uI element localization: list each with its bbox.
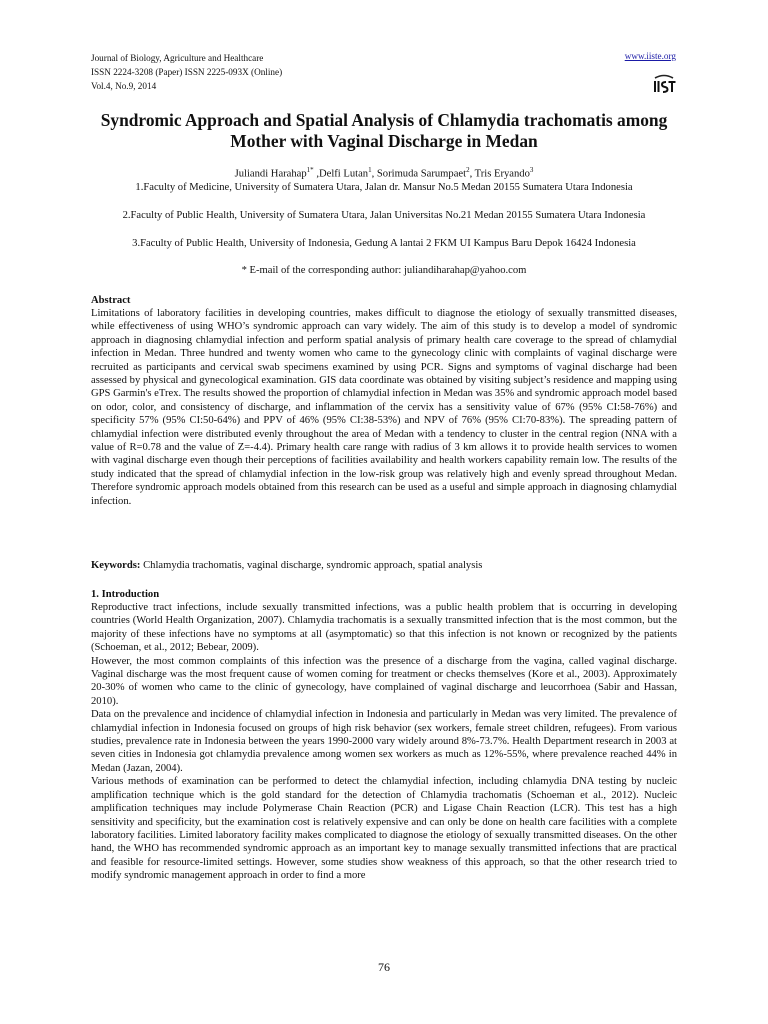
corresponding-email: * E-mail of the corresponding author: juliandiharahap@yahoo.com [241, 265, 527, 276]
page-number: 76 [378, 960, 390, 974]
volume-line: Vol.4, No.9, 2014 [91, 81, 157, 91]
paragraph: However, the most common complaints of this infection was the presence of a discharge from the vagina, called vaginal discharge. Vaginal discharge was the most frequent cause of women coming for treatment or checks themselves (Kore et al., 2003). Approximately 20-30% of women who came to the clinic of gynecology, have complained of vaginal discharge and leucorrhoea (Sabir and Hassan, 2010). [91, 655, 677, 707]
affiliation-1: 1.Faculty of Medicine, University of Sumatera Utara, Jalan dr. Mansur No.5 Medan 20155 Sumatera Utara Indonesia [135, 182, 633, 193]
author-name: , Sorimuda Sarumpaet [371, 168, 467, 180]
issn-line: ISSN 2224-3208 (Paper) ISSN 2225-093X (Online) [91, 67, 283, 77]
keywords-text: Chlamydia trachomatis, vaginal discharge, syndromic approach, spatial analysis [140, 560, 483, 571]
paragraph: Various methods of examination can be performed to detect the chlamydial infection, including chlamydia DNA testing by nucleic amplification technique which is the gold standard for the detection of Chlamydia trachomatis (Schoeman et al., 2012). Nucleic amplification techniques may include Polymerase Chain Reaction (PCR) and Ligase Chain Reaction (LCR). This test has a high sensitivity and specificity, but the examination cost is relatively expensive and can only be done on health care facilities with a complete laboratory facilities. Limited laboratory facility makes complicated to diagnose the etiology of sexually transmitted diseases. On the other hand, the WHO has recommended syndromic approach as an important key to manage sexually transmitted infections that are practical and feasible for resource-limited settings. However, some studies show weakness of this approach, so that the other research tried to modify syndromic management approach in order to find a more [91, 776, 677, 882]
author-name: Juliandi Harahap [234, 168, 307, 180]
author-marker: 1 [368, 166, 372, 174]
author-name: ,Delfi Lutan [313, 168, 369, 180]
journal-website-link[interactable]: www.iiste.org [624, 51, 676, 61]
abstract-heading: Abstract [91, 295, 131, 306]
author-marker: 1* [306, 166, 314, 174]
keywords-line [91, 559, 677, 572]
journal-header [91, 51, 282, 93]
abstract-text: Limitations of laboratory facilities in developing countries, makes difficult to diagnose the etiology of sexually transmitted diseases, while effectiveness of using WHO’s syndromic approach can vary widely. The aim of this study is to develop a model of syndromic approach in diagnosing chlamydial infection and perform spatial analysis of primary health care coverage to the spread of chlamydial infection in Medan. Three hundred and twenty women who came to the gynecology clinic with complaints of vaginal discharge were recruited as participants and cervical swab specimens examined by using PCR. Signs and symptoms of vaginal discharge had been assessed by physical and gynecological examination. GIS data coordinate was obtained by visiting subject’s residence and mapping using GPS Garmin's eTrex. The results showed the proportion of chlamydial infection in Medan was 35% and syndromic approach model based on odor, color, and consistency of discharge, and inflammation of the cervix has a sensitivity value of 67% (95% CI:58-76%) and specificity 57% (95% CI:50-64%) and PPV of 46% (95% CI:38-53%) and NPV of 76% (95% CI:70-83%). The spreading pattern of chlamydial infection were distributed evenly throughout the area of Medan with a tendency to cluster in the central region (NNA with a value of R=0.78 and the value of Z=-4.4). Primary health care range with radius of 3 km allows it to provide health services to women with vaginal discharge even though their perceptions of facilities availability and health workers capability remain low. The results of the study indicated that the spread of chlamydial infection in the low-risk group was relatively high and evenly spread throughout Medan. Therefore syndromic approach models obtained from this research can be used as a useful and simple approach in diagnosing chlamydial infection. [91, 308, 677, 507]
author-name: , Tris Eryando [469, 168, 530, 180]
paragraph: Reproductive tract infections, include sexually transmitted infections, was a public health problem that is occurring in developing countries (World Health Organization, 2007). Chlamydia trachomatis is a sexually transmitted infection that is the most common, but the majority of these infections have no symptoms at all (asymptomatic) so that this infection is not known or recognized by the patients (Schoeman, et al., 2012; Bebear, 2009). [91, 602, 677, 654]
introduction-body [91, 601, 677, 883]
iiste-logo [652, 72, 676, 94]
paragraph: Data on the prevalence and incidence of chlamydial infection in Indonesia and particularly in Medan was very limited. The prevalence of chlamydial infection in Indonesia focused on groups of high risk behavior (sex workers, female street children, refugees). From various studies, prevalence rate in Indonesia between the years 1990-2000 vary widely around 8%-73.7%. Health Department research in 2003 at seven cities in Indonesia got chlamydia prevalence among women sex workers as much as 12%-55%, where prevalence reached 44% in Medan (Jazan, 2004). [91, 709, 677, 774]
author-list [91, 163, 677, 182]
author-marker: 2 [466, 166, 470, 174]
keywords-label: Keywords: [91, 560, 141, 571]
paper-title: Syndromic Approach and Spatial Analysis of Chlamydia trachomatis among Mother with Vaginal Discharge in Medan [100, 110, 668, 151]
affiliation-3: 3.Faculty of Public Health, University of Indonesia, Gedung A lantai 2 FKM UI Kampus Baru Depok 16424 Indonesia [132, 238, 636, 249]
journal-name: Journal of Biology, Agriculture and Healthcare [91, 53, 264, 63]
section-heading: 1. Introduction [91, 589, 160, 600]
author-marker: 3 [529, 166, 534, 174]
affiliation-2: 2.Faculty of Public Health, University of Sumatera Utara, Jalan Universitas No.21 Medan 20155 Sumatera Utara Indonesia [122, 210, 646, 221]
